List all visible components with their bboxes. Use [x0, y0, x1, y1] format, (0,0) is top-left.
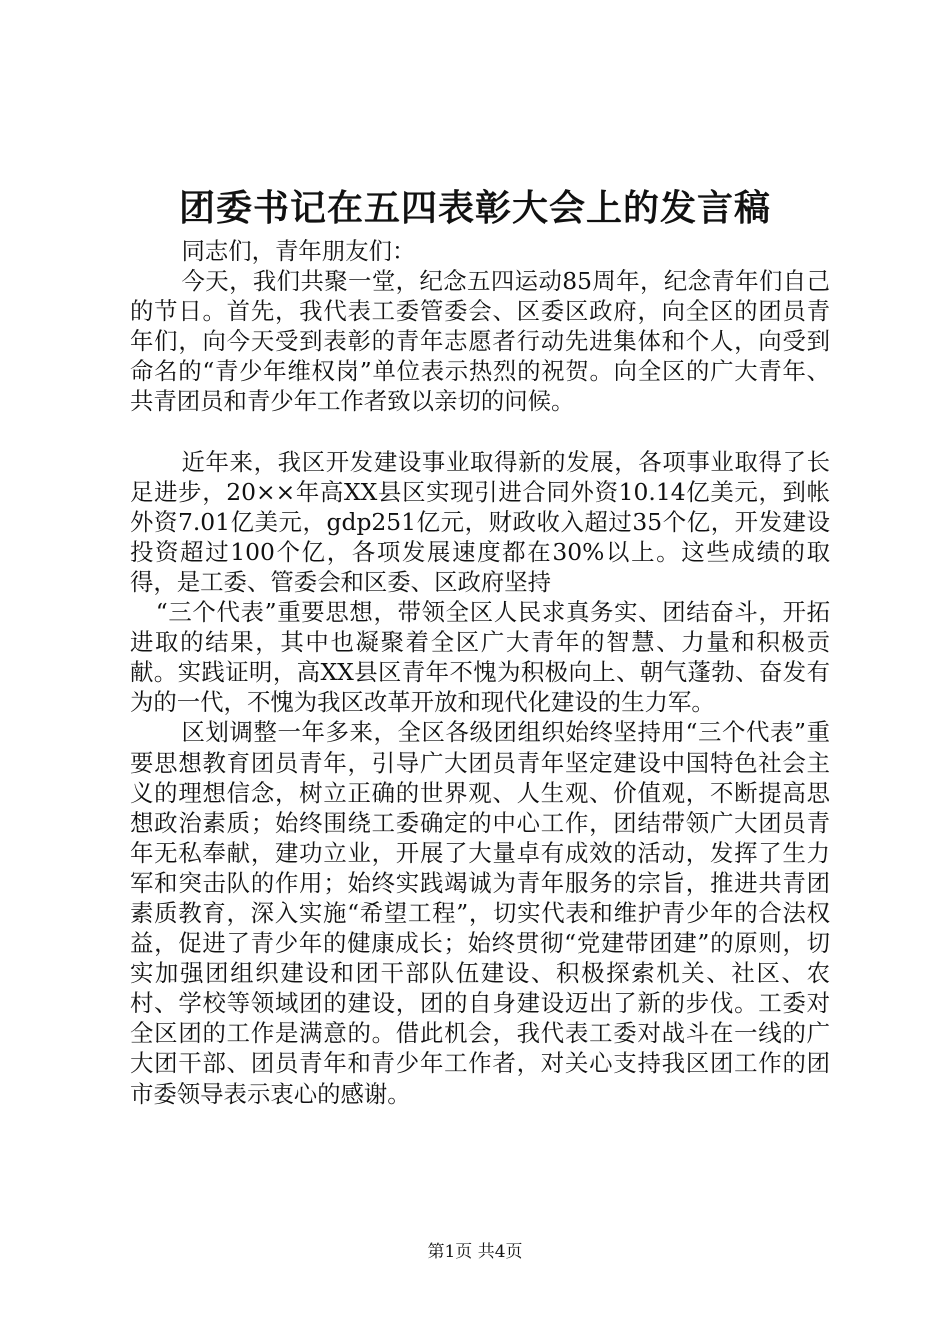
- paragraph-1: 今天，我们共聚一堂，纪念五四运动85周年，纪念青年们自己的节日。首先，我代表工委管委会、区委区政府，向全区的团员青年们，向今天受到表彰的青年志愿者行动先进集体和个人，向受到命名的“青少年维权岗”单位表示热烈的祝贺。向全区的广大青年、共青团员和青少年工作者致以亲切的问候。: [130, 267, 830, 416]
- paragraph-spacer: [130, 417, 830, 447]
- document-body: [130, 236, 830, 1109]
- salutation: 同志们，青年朋友们：: [181, 237, 416, 265]
- paragraph-4: 区划调整一年多来，全区各级团组织始终坚持用“三个代表”重要思想教育团员青年，引导广大团员青年坚定建设中国特色社会主义的理想信念，树立正确的世界观、人生观、价值观，不断提高思想政治素质；始终围绕工委确定的中心工作，团结带领广大团员青年无私奉献，建功立业，开展了大量卓有成效的活动，发挥了生力军和突击队的作用；始终实践竭诚为青年服务的宗旨，推进共青团素质教育，深入实施“希望工程”，切实代表和维护青少年的合法权益，促进了青少年的健康成长；始终贯彻“党建带团建”的原则，切实加强团组织建设和团干部队伍建设、积极探索机关、社区、农村、学校等领域团的建设，团的自身建设迈出了新的步伐。工委对全区团的工作是满意的。借此机会，我代表工委对战斗在一线的广大团干部、团员青年和青少年工作者，对关心支持我区团工作的团市委领导表示衷心的感谢。: [130, 718, 830, 1108]
- paragraph-3: “三个代表”重要思想，带领全区人民求真务实、团结奋斗，开拓进取的结果，其中也凝聚着全区广大青年的智慧、力量和积极贡献。实践证明，高XX县区青年不愧为积极向上、朝气蓬勃、奋发有为的一代，不愧为我区改革开放和现代化建设的生力军。: [130, 598, 830, 717]
- page-number-footer: 第1页 共4页: [427, 1242, 523, 1262]
- document-title: 团委书记在五四表彰大会上的发言稿: [178, 187, 771, 229]
- paragraph-2: 近年来，我区开发建设事业取得新的发展，各项事业取得了长足进步，20××年高XX县区实现引进合同外资10.14亿美元，到帐外资7.01亿美元，gdp251亿元，财政收入超过35个亿，开发建设投资超过100个亿，各项发展速度都在30%以上。这些成绩的取得，是工委、管委会和区委、区政府坚持: [130, 447, 830, 596]
